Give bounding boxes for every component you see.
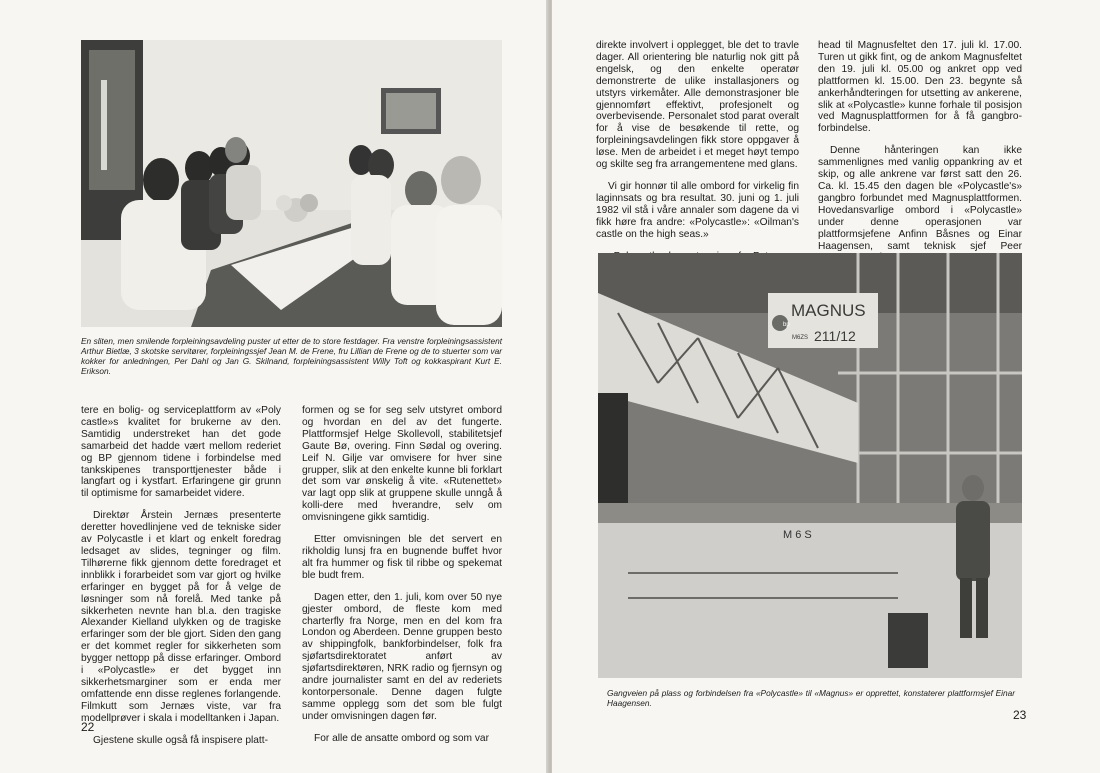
paragraph: tere en bolig- og serviceplattform av «Poly castle»s kvalitet for brukerne av den. Samtidig understreket han det gode samarbeid det hadde vært mellom rederiet og BP gjennom tidene i forbindelse med tankskipenes transporttjenester både i langfart og i kystfart. Erfaringene gir grunn til optimisme for samarbeidet videre. — [81, 405, 281, 500]
right-page — [552, 0, 1100, 773]
bp-logo: bp — [783, 322, 790, 328]
sign-small: M6ZS — [792, 335, 809, 341]
paragraph: head til Magnusfeltet den 17. juli kl. 17.00. Turen ut gikk fint, og de ankom Magnusfeltet den 19. juli kl. 05.00 og ankret opp ved plattformen kl. 15.00. Den 23. begynte så ankerhåndteringen for utsetting av ankerene, slik at «Polycastle» kunne forhale til posisjon ved Magnusplattformen for å få gangbro-forbindelse. — [818, 40, 1022, 135]
paragraph: Direktør Årstein Jernæs presenterte deretter hovedlinjene ved de tekniske sider av Polycastle i et klart og enkelt foredrag ledsaget av slides, tegninger og film. Tilhørerne fikk gjennom dette foredraget et innblikk i forarbeidet som var gjort og hvilke erfaringer en bygget på for å velge de løsninger som nå forelå. Med tanke på sikkerheten nevnte han bl.a. den tragiske Alexander Kielland ulykken og de tragiske erfaringer som der ble gjort. Siden den gang er det kommet regler for sikkerheten som bygger nettopp på disse erfaringer. Ombord i «Polycastle» er det bygget inn sikkerhetsmarginer som er enda mer omfattende enn disse reglenes forlangende. Filmkutt som Jernæs viste, var fra modellprøver i skala i modelltanken i Japan. — [81, 510, 281, 724]
page-number: 23 — [1013, 708, 1027, 722]
paragraph: Gjestene skulle også få inspisere platt- — [93, 734, 268, 746]
paragraph: Etter omvisningen ble det servert en rikholdig lunsj fra en bugnende buffet hvor alt fra hummer og fisk til ribbe og spekemat ble budt frem. — [302, 534, 502, 581]
sign-name: MAGNUS — [791, 301, 866, 320]
paragraph: formen og se for seg selv utstyret ombord og hvordan en del av det fungerte. Plattformsjef Helge Skollevoll, stabilitetsjef Gaute Bø, overing. Finn Sødal og overing. Leif N. Gilje var omvisere for hver sine grupper, slik at den enkelte kunne bli forklart det som var ønskelig å vite. «Rutenettet» var lagt opp slik at gruppene skulle unngå å kolli-dere med hverandre, selv om omvisningene gikk samtidig. — [302, 405, 502, 524]
left-column-1 — [81, 405, 281, 756]
paragraph: Dagen etter, den 1. juli, kom over 50 nye gjester ombord, de fleste kom med charterfly fra Norge, men en del kom fra London og Aberdeen. Denne gruppen besto av shippingfolk, bankforbindelser, folk fra sjøfartsdirektoratet anført av sjøfartsdirektøren, NRK radio og fjernsyn og andre journalister samt en del av rederiets kontorpersonale. Denne dagen fulgte samme opplegg som det som ble fulgt under omvisningen dagen før. — [302, 591, 502, 722]
page-number: 22 — [81, 720, 95, 734]
dining-photo — [81, 40, 502, 327]
left-page — [0, 0, 548, 773]
gangway-photo-caption: Gangveien på plass og forbindelsen fra «Polycastle» til «Magnus» er opprettet, konstaterer plattformsjef Einar Haagensen. — [607, 688, 1015, 708]
paragraph: direkte involvert i opplegget, ble det to travle dager. All orientering ble naturlig nok gitt på engelsk, og den enkelte operatør demonstrerte de ulike installasjoners og utstyrs virkemåter. Alle demonstrasjoner ble gjennomført effektivt, profesjonelt og overbevisende. Personalet stod parat overalt for å vise de besøkende til rette, og forpleiningsavdelingen fikk store oppgaver å løse. Men de arbeidet i et meget høyt tempo og skilte seg fra arrangementene med glans. — [596, 40, 799, 171]
gangway-photo — [598, 253, 1022, 678]
dining-photo-image — [81, 40, 502, 327]
sign-code: 211/12 — [814, 328, 856, 344]
right-column-2 — [818, 40, 1022, 274]
right-column-1 — [596, 40, 799, 272]
paragraph: For alle de ansatte ombord og som var — [314, 732, 489, 744]
left-column-2 — [302, 405, 502, 755]
paragraph: Denne hånteringen kan ikke sammenlignes med vanlig oppankring av et skip, og alle ankrene var først satt den 26. Ca. kl. 15.45 den dagen ble «Polycastle's» gangbro forbundet med Magnusplattformen. Hovedansvarlige ombord i «Polycastle» under denne operasjonen var plattformsjefene Anfinn Båsnes og Einar Haagensen, samt teknisk sjef Peer — [818, 145, 1022, 252]
paragraph: Vi gir honnør til alle ombord for virkelig fin laginnsats og bra resultat. 30. juni og 1. juli 1982 vil stå i våre annaler som dagene da vi fikk høre fra andre: «Polycastle»: «Oilman's castle on the high seas.» — [596, 180, 799, 240]
dining-photo-caption: En sliten, men smilende forpleiningsavdeling puster ut etter de to store festdager. Fra venstre forpleiningsassistent Arthur Bietlæ, 3 skotske servitører, forpleiningssjef Jean M. de Frene, fru Lillian de Frene og de to stuerter som var kokker for anledningen, Per Dahl og Jan G. Skilnand, forpleiningsassistent Willy Toft og kokkaspirant Kurt E. Erikson. — [81, 336, 502, 376]
hull-text: M 6 S — [783, 529, 812, 541]
gangway-photo-image — [598, 253, 1022, 678]
